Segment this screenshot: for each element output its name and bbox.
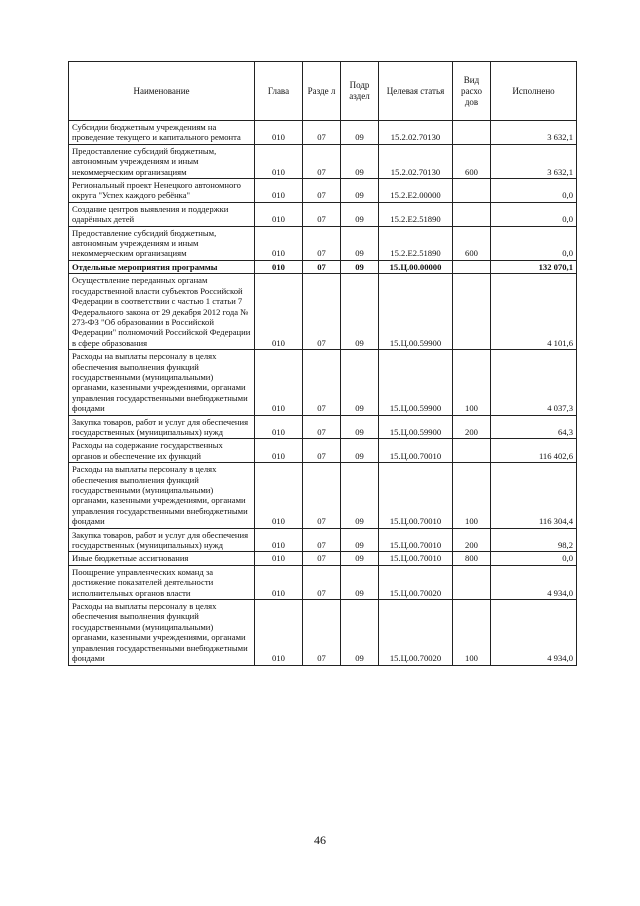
budget-table — [68, 61, 577, 666]
cell-expense-type: 600 — [453, 226, 491, 260]
cell-target: 15.Ц.00.70010 — [379, 552, 453, 565]
cell-section: 07 — [303, 415, 341, 439]
cell-name: Осуществление переданных органам государственной власти субъектов Российской Федерации в соответствии с частью 1 статьи 7 Федерального закона от 29 декабря 2012 года № 273-ФЗ "Об образовании в Российской Федерации" полномочий Российской Федерации в сфере образования — [69, 274, 255, 350]
table-row — [69, 274, 577, 350]
cell-name: Создание центров выявления и поддержки одарённых детей — [69, 202, 255, 226]
table-row — [69, 463, 577, 528]
table-row — [69, 528, 577, 552]
cell-section: 07 — [303, 350, 341, 415]
cell-section: 07 — [303, 274, 341, 350]
cell-expense-type — [453, 202, 491, 226]
header-executed: Исполнено — [491, 62, 577, 121]
cell-subsection: 09 — [341, 350, 379, 415]
cell-subsection: 09 — [341, 439, 379, 463]
cell-executed: 64,3 — [491, 415, 577, 439]
cell-executed: 116 304,4 — [491, 463, 577, 528]
cell-subsection: 09 — [341, 179, 379, 203]
table-row — [69, 121, 577, 145]
table-row — [69, 202, 577, 226]
cell-executed: 0,0 — [491, 552, 577, 565]
cell-expense-type — [453, 121, 491, 145]
cell-executed: 4 037,3 — [491, 350, 577, 415]
cell-target: 15.2.02.70130 — [379, 121, 453, 145]
cell-expense-type: 600 — [453, 144, 491, 178]
cell-expense-type: 100 — [453, 600, 491, 665]
cell-expense-type — [453, 260, 491, 273]
cell-chapter: 010 — [255, 274, 303, 350]
cell-target: 15.Ц.00.70010 — [379, 463, 453, 528]
cell-chapter: 010 — [255, 415, 303, 439]
cell-executed: 116 402,6 — [491, 439, 577, 463]
cell-expense-type — [453, 565, 491, 599]
cell-executed: 132 070,1 — [491, 260, 577, 273]
table-row — [69, 350, 577, 415]
cell-executed: 0,0 — [491, 179, 577, 203]
cell-chapter: 010 — [255, 528, 303, 552]
cell-chapter: 010 — [255, 600, 303, 665]
cell-chapter: 010 — [255, 260, 303, 273]
cell-executed: 0,0 — [491, 202, 577, 226]
header-section: Разде л — [303, 62, 341, 121]
cell-target: 15.2.E2.51890 — [379, 226, 453, 260]
header-chapter: Глава — [255, 62, 303, 121]
cell-name: Закупка товаров, работ и услуг для обеспечения государственных (муниципальных) нужд — [69, 528, 255, 552]
cell-section: 07 — [303, 528, 341, 552]
cell-section: 07 — [303, 463, 341, 528]
cell-target: 15.2.E2.51890 — [379, 202, 453, 226]
cell-expense-type: 100 — [453, 350, 491, 415]
cell-section: 07 — [303, 565, 341, 599]
cell-target: 15.Ц.00.70010 — [379, 439, 453, 463]
cell-chapter: 010 — [255, 226, 303, 260]
cell-subsection: 09 — [341, 226, 379, 260]
cell-name: Предоставление субсидий бюджетным, автономным учреждениям и иным некоммерческим организациям — [69, 144, 255, 178]
cell-name: Иные бюджетные ассигнования — [69, 552, 255, 565]
table-row — [69, 600, 577, 665]
cell-executed: 3 632,1 — [491, 121, 577, 145]
cell-target: 15.Ц.00.59900 — [379, 350, 453, 415]
cell-section: 07 — [303, 600, 341, 665]
cell-section: 07 — [303, 179, 341, 203]
cell-expense-type — [453, 439, 491, 463]
cell-subsection: 09 — [341, 274, 379, 350]
cell-expense-type: 200 — [453, 528, 491, 552]
cell-expense-type: 200 — [453, 415, 491, 439]
cell-expense-type — [453, 274, 491, 350]
table-row — [69, 144, 577, 178]
cell-target: 15.Ц.00.00000 — [379, 260, 453, 273]
cell-section: 07 — [303, 121, 341, 145]
cell-section: 07 — [303, 260, 341, 273]
table-row — [69, 439, 577, 463]
cell-chapter: 010 — [255, 144, 303, 178]
cell-target: 15.Ц.00.70010 — [379, 528, 453, 552]
cell-subsection: 09 — [341, 121, 379, 145]
table-row — [69, 226, 577, 260]
table-row — [69, 565, 577, 599]
cell-chapter: 010 — [255, 552, 303, 565]
cell-subsection: 09 — [341, 565, 379, 599]
cell-chapter: 010 — [255, 350, 303, 415]
table-row — [69, 415, 577, 439]
cell-subsection: 09 — [341, 463, 379, 528]
cell-subsection: 09 — [341, 552, 379, 565]
cell-target: 15.2.E2.00000 — [379, 179, 453, 203]
cell-name: Расходы на выплаты персоналу в целях обеспечения выполнения функций государственными (муниципальными) органами, казенными учреждениями, органами управления государственными внебюджетными фондами — [69, 600, 255, 665]
cell-executed: 4 934,0 — [491, 600, 577, 665]
cell-name: Субсидии бюджетным учреждениям на проведение текущего и капитального ремонта — [69, 121, 255, 145]
cell-target: 15.Ц.00.59900 — [379, 415, 453, 439]
cell-executed: 0,0 — [491, 226, 577, 260]
cell-target: 15.Ц.00.59900 — [379, 274, 453, 350]
cell-subsection: 09 — [341, 260, 379, 273]
cell-subsection: 09 — [341, 415, 379, 439]
cell-chapter: 010 — [255, 565, 303, 599]
cell-name: Расходы на выплаты персоналу в целях обеспечения выполнения функций государственными (муниципальными) органами, казенными учреждениями, органами управления государственными внебюджетными фондами — [69, 350, 255, 415]
cell-section: 07 — [303, 144, 341, 178]
table-row — [69, 552, 577, 565]
table-row — [69, 179, 577, 203]
table-body — [69, 121, 577, 666]
cell-subsection: 09 — [341, 600, 379, 665]
cell-expense-type: 100 — [453, 463, 491, 528]
header-target: Целевая статья — [379, 62, 453, 121]
cell-target: 15.Ц.00.70020 — [379, 565, 453, 599]
cell-subsection: 09 — [341, 528, 379, 552]
cell-name: Предоставление субсидий бюджетным, автономным учреждениям и иным некоммерческим организациям — [69, 226, 255, 260]
cell-target: 15.Ц.00.70020 — [379, 600, 453, 665]
header-expense-type: Вид расхо дов — [453, 62, 491, 121]
header-name: Наименование — [69, 62, 255, 121]
cell-chapter: 010 — [255, 121, 303, 145]
cell-expense-type: 800 — [453, 552, 491, 565]
cell-name: Расходы на содержание государственных органов и обеспечение их функций — [69, 439, 255, 463]
cell-name: Поощрение управленческих команд за достижение показателей деятельности исполнительных органов власти — [69, 565, 255, 599]
cell-executed: 4 101,6 — [491, 274, 577, 350]
cell-name: Закупка товаров, работ и услуг для обеспечения государственных (муниципальных) нужд — [69, 415, 255, 439]
cell-section: 07 — [303, 552, 341, 565]
cell-chapter: 010 — [255, 439, 303, 463]
cell-section: 07 — [303, 226, 341, 260]
cell-subsection: 09 — [341, 144, 379, 178]
table-row — [69, 260, 577, 273]
cell-chapter: 010 — [255, 202, 303, 226]
cell-target: 15.2.02.70130 — [379, 144, 453, 178]
cell-chapter: 010 — [255, 463, 303, 528]
cell-expense-type — [453, 179, 491, 203]
cell-section: 07 — [303, 202, 341, 226]
cell-name: Расходы на выплаты персоналу в целях обеспечения выполнения функций государственными (муниципальными) органами, казенными учреждениями, органами управления государственными внебюджетными фондами — [69, 463, 255, 528]
header-subsection: Подр аздел — [341, 62, 379, 121]
cell-section: 07 — [303, 439, 341, 463]
cell-executed: 98,2 — [491, 528, 577, 552]
cell-executed: 3 632,1 — [491, 144, 577, 178]
cell-subsection: 09 — [341, 202, 379, 226]
cell-name: Региональный проект Ненецкого автономного округа "Успех каждого ребёнка" — [69, 179, 255, 203]
cell-executed: 4 934,0 — [491, 565, 577, 599]
page-number: 46 — [314, 833, 326, 847]
table-header-row — [69, 62, 577, 121]
cell-name: Отдельные мероприятия программы — [69, 260, 255, 273]
cell-chapter: 010 — [255, 179, 303, 203]
